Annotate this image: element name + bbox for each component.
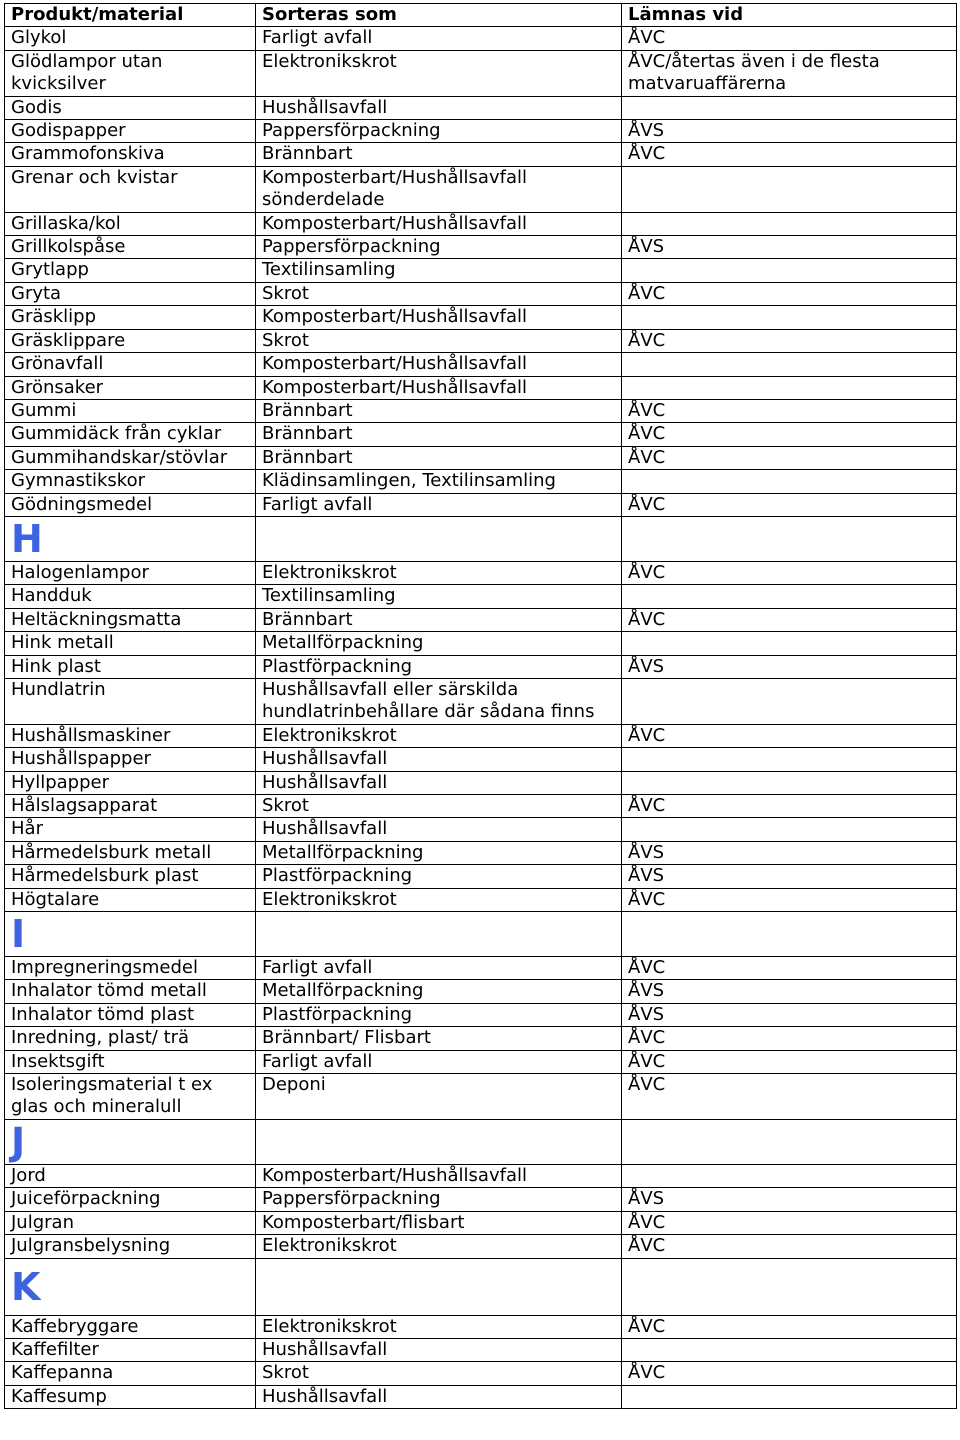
table-row — [5, 608, 957, 631]
section-letter: K — [5, 1258, 256, 1315]
where-cell: ÅVC — [622, 493, 957, 516]
where-cell: ÅVC — [622, 1211, 957, 1234]
section-empty-cell — [622, 516, 957, 561]
sort-cell: Skrot — [256, 282, 622, 305]
product-cell: Impregneringsmedel — [5, 957, 256, 980]
where-cell — [622, 353, 957, 376]
where-cell: ÅVC — [622, 561, 957, 584]
sort-cell: Brännbart — [256, 399, 622, 422]
product-cell: Heltäckningsmatta — [5, 608, 256, 631]
sort-cell: Brännbart/ Flisbart — [256, 1027, 622, 1050]
table-row — [5, 1235, 957, 1258]
where-cell: ÅVS — [622, 841, 957, 864]
product-cell: Gödningsmedel — [5, 493, 256, 516]
sort-cell: Skrot — [256, 1362, 622, 1385]
product-cell: Hårmedelsburk metall — [5, 841, 256, 864]
where-cell: ÅVC — [622, 1050, 957, 1073]
table-row — [5, 120, 957, 143]
product-cell: Kaffefilter — [5, 1338, 256, 1361]
where-cell — [622, 470, 957, 493]
where-cell: ÅVC — [622, 1315, 957, 1338]
table-row — [5, 585, 957, 608]
recycling-table — [4, 3, 957, 1409]
where-cell: ÅVC — [622, 1074, 957, 1120]
where-cell — [622, 771, 957, 794]
sort-cell: Deponi — [256, 1074, 622, 1120]
product-cell: Julgransbelysning — [5, 1235, 256, 1258]
sort-cell: Klädinsamlingen, Textilinsamling — [256, 470, 622, 493]
table-row — [5, 748, 957, 771]
table-row — [5, 282, 957, 305]
table-row — [5, 353, 957, 376]
sort-cell: Hushållsavfall — [256, 1338, 622, 1361]
where-cell — [622, 306, 957, 329]
where-cell: ÅVC — [622, 1027, 957, 1050]
where-cell: ÅVC — [622, 423, 957, 446]
table-row — [5, 329, 957, 352]
product-cell: Halogenlampor — [5, 561, 256, 584]
product-cell: Grönavfall — [5, 353, 256, 376]
sort-cell: Elektronikskrot — [256, 1315, 622, 1338]
section-empty-cell — [256, 516, 622, 561]
where-cell — [622, 1338, 957, 1361]
where-cell: ÅVC — [622, 1235, 957, 1258]
sort-cell: Pappersförpackning — [256, 236, 622, 259]
sort-cell: Pappersförpackning — [256, 1188, 622, 1211]
sort-cell: Komposterbart/Hushållsavfall — [256, 376, 622, 399]
table-row — [5, 980, 957, 1003]
table-row — [5, 561, 957, 584]
table-row — [5, 1188, 957, 1211]
header-row — [5, 4, 957, 27]
sort-cell: Hushållsavfall — [256, 771, 622, 794]
where-cell — [622, 96, 957, 119]
table-row — [5, 678, 957, 724]
sort-cell: Farligt avfall — [256, 493, 622, 516]
section-letter-row — [5, 1119, 957, 1164]
product-cell: Gummidäck från cyklar — [5, 423, 256, 446]
section-empty-cell — [622, 912, 957, 957]
section-empty-cell — [256, 912, 622, 957]
where-cell — [622, 212, 957, 235]
where-cell: ÅVS — [622, 980, 957, 1003]
product-cell: Kaffepanna — [5, 1362, 256, 1385]
where-cell: ÅVC — [622, 795, 957, 818]
section-letter-row — [5, 912, 957, 957]
section-empty-cell — [256, 1119, 622, 1164]
product-cell: Grönsaker — [5, 376, 256, 399]
table-row — [5, 306, 957, 329]
product-cell: Kaffesump — [5, 1385, 256, 1408]
table-row — [5, 1074, 957, 1120]
section-empty-cell — [622, 1119, 957, 1164]
where-cell — [622, 259, 957, 282]
table-row — [5, 236, 957, 259]
sort-cell: Farligt avfall — [256, 27, 622, 50]
sort-cell: Komposterbart/Hushållsavfall — [256, 306, 622, 329]
table-row — [5, 27, 957, 50]
product-cell: Handduk — [5, 585, 256, 608]
section-letter: H — [5, 516, 256, 561]
where-cell — [622, 632, 957, 655]
product-cell: Inhalator tömd plast — [5, 1003, 256, 1026]
where-cell — [622, 376, 957, 399]
sort-cell: Hushållsavfall — [256, 1385, 622, 1408]
table-row — [5, 1362, 957, 1385]
table-row — [5, 888, 957, 911]
product-cell: Hink plast — [5, 655, 256, 678]
sort-cell: Metallförpackning — [256, 841, 622, 864]
where-cell — [622, 748, 957, 771]
sort-cell: Elektronikskrot — [256, 50, 622, 96]
table-row — [5, 1027, 957, 1050]
sort-cell: Elektronikskrot — [256, 888, 622, 911]
table-row — [5, 212, 957, 235]
sort-cell: Brännbart — [256, 608, 622, 631]
header-product: Produkt/material — [5, 4, 256, 27]
product-cell: Hyllpapper — [5, 771, 256, 794]
product-cell: Godispapper — [5, 120, 256, 143]
table-row — [5, 818, 957, 841]
sort-cell: Brännbart — [256, 143, 622, 166]
table-row — [5, 724, 957, 747]
product-cell: Julgran — [5, 1211, 256, 1234]
product-cell: Hundlatrin — [5, 678, 256, 724]
sort-cell: Komposterbart/Hushållsavfall sönderdelade — [256, 166, 622, 212]
where-cell: ÅVS — [622, 120, 957, 143]
table-row — [5, 957, 957, 980]
sort-cell: Hushållsavfall — [256, 96, 622, 119]
product-cell: Gräsklipp — [5, 306, 256, 329]
table-row — [5, 143, 957, 166]
where-cell: ÅVS — [622, 1188, 957, 1211]
where-cell: ÅVS — [622, 236, 957, 259]
where-cell — [622, 818, 957, 841]
product-cell: Gräsklippare — [5, 329, 256, 352]
table-row — [5, 96, 957, 119]
product-cell: Gummihandskar/stövlar — [5, 446, 256, 469]
table-row — [5, 259, 957, 282]
sort-cell: Plastförpackning — [256, 655, 622, 678]
sort-cell: Farligt avfall — [256, 1050, 622, 1073]
table-row — [5, 423, 957, 446]
sort-cell: Hushållsavfall eller särskilda hundlatrinbehållare där sådana finns — [256, 678, 622, 724]
product-cell: Juiceförpackning — [5, 1188, 256, 1211]
table-row — [5, 655, 957, 678]
where-cell: ÅVC — [622, 27, 957, 50]
table-row — [5, 795, 957, 818]
where-cell: ÅVC — [622, 329, 957, 352]
product-cell: Hålslagsapparat — [5, 795, 256, 818]
table-row — [5, 493, 957, 516]
where-cell — [622, 166, 957, 212]
table-row — [5, 50, 957, 96]
product-cell: Hushållspapper — [5, 748, 256, 771]
product-cell: Grillaska/kol — [5, 212, 256, 235]
where-cell: ÅVC — [622, 724, 957, 747]
where-cell — [622, 678, 957, 724]
header-sort: Sorteras som — [256, 4, 622, 27]
product-cell: Inhalator tömd metall — [5, 980, 256, 1003]
product-cell: Godis — [5, 96, 256, 119]
table-row — [5, 1050, 957, 1073]
product-cell: Gymnastikskor — [5, 470, 256, 493]
product-cell: Glykol — [5, 27, 256, 50]
where-cell: ÅVS — [622, 655, 957, 678]
product-cell: Glödlampor utan kvicksilver — [5, 50, 256, 96]
sort-cell: Farligt avfall — [256, 957, 622, 980]
table-body — [5, 27, 957, 1409]
product-cell: Gryta — [5, 282, 256, 305]
section-letter: J — [5, 1119, 256, 1164]
table-row — [5, 841, 957, 864]
sort-cell: Textilinsamling — [256, 585, 622, 608]
where-cell: ÅVS — [622, 865, 957, 888]
product-cell: Grytlapp — [5, 259, 256, 282]
sort-cell: Elektronikskrot — [256, 1235, 622, 1258]
where-cell: ÅVC — [622, 446, 957, 469]
where-cell: ÅVC — [622, 282, 957, 305]
sort-cell: Brännbart — [256, 446, 622, 469]
table-row — [5, 632, 957, 655]
table-row — [5, 166, 957, 212]
header-where: Lämnas vid — [622, 4, 957, 27]
table-row — [5, 771, 957, 794]
where-cell: ÅVC — [622, 1362, 957, 1385]
table-row — [5, 865, 957, 888]
product-cell: Hushållsmaskiner — [5, 724, 256, 747]
section-letter-row — [5, 516, 957, 561]
sort-cell: Komposterbart/Hushållsavfall — [256, 212, 622, 235]
product-cell: Hår — [5, 818, 256, 841]
table-row — [5, 1315, 957, 1338]
sort-cell: Metallförpackning — [256, 980, 622, 1003]
table-row — [5, 1164, 957, 1187]
sort-cell: Brännbart — [256, 423, 622, 446]
product-cell: Isoleringsmaterial t ex glas och mineralull — [5, 1074, 256, 1120]
product-cell: Grenar och kvistar — [5, 166, 256, 212]
sort-cell: Komposterbart/flisbart — [256, 1211, 622, 1234]
where-cell: ÅVC — [622, 957, 957, 980]
section-letter: I — [5, 912, 256, 957]
section-letter-row — [5, 1258, 957, 1315]
sort-cell: Elektronikskrot — [256, 561, 622, 584]
sort-cell: Plastförpackning — [256, 865, 622, 888]
table-row — [5, 1211, 957, 1234]
product-cell: Grammofonskiva — [5, 143, 256, 166]
where-cell: ÅVC — [622, 888, 957, 911]
where-cell: ÅVC — [622, 143, 957, 166]
sort-cell: Skrot — [256, 329, 622, 352]
product-cell: Jord — [5, 1164, 256, 1187]
section-empty-cell — [622, 1258, 957, 1315]
table-row — [5, 1003, 957, 1026]
product-cell: Gummi — [5, 399, 256, 422]
where-cell: ÅVC/återtas även i de flesta matvaruaffärerna — [622, 50, 957, 96]
table-row — [5, 470, 957, 493]
table-row — [5, 376, 957, 399]
table-row — [5, 1338, 957, 1361]
sort-cell: Pappersförpackning — [256, 120, 622, 143]
product-cell: Inredning, plast/ trä — [5, 1027, 256, 1050]
where-cell: ÅVS — [622, 1003, 957, 1026]
where-cell: ÅVC — [622, 608, 957, 631]
sort-cell: Metallförpackning — [256, 632, 622, 655]
where-cell: ÅVC — [622, 399, 957, 422]
sort-cell: Hushållsavfall — [256, 748, 622, 771]
sort-cell: Hushållsavfall — [256, 818, 622, 841]
table-row — [5, 1385, 957, 1408]
product-cell: Högtalare — [5, 888, 256, 911]
where-cell — [622, 1164, 957, 1187]
table-row — [5, 399, 957, 422]
where-cell — [622, 1385, 957, 1408]
product-cell: Insektsgift — [5, 1050, 256, 1073]
sort-cell: Textilinsamling — [256, 259, 622, 282]
sort-cell: Komposterbart/Hushållsavfall — [256, 353, 622, 376]
sort-cell: Skrot — [256, 795, 622, 818]
where-cell — [622, 585, 957, 608]
product-cell: Kaffebryggare — [5, 1315, 256, 1338]
sort-cell: Plastförpackning — [256, 1003, 622, 1026]
product-cell: Grillkolspåse — [5, 236, 256, 259]
section-empty-cell — [256, 1258, 622, 1315]
table-row — [5, 446, 957, 469]
sort-cell: Elektronikskrot — [256, 724, 622, 747]
product-cell: Hink metall — [5, 632, 256, 655]
product-cell: Hårmedelsburk plast — [5, 865, 256, 888]
sort-cell: Komposterbart/Hushållsavfall — [256, 1164, 622, 1187]
